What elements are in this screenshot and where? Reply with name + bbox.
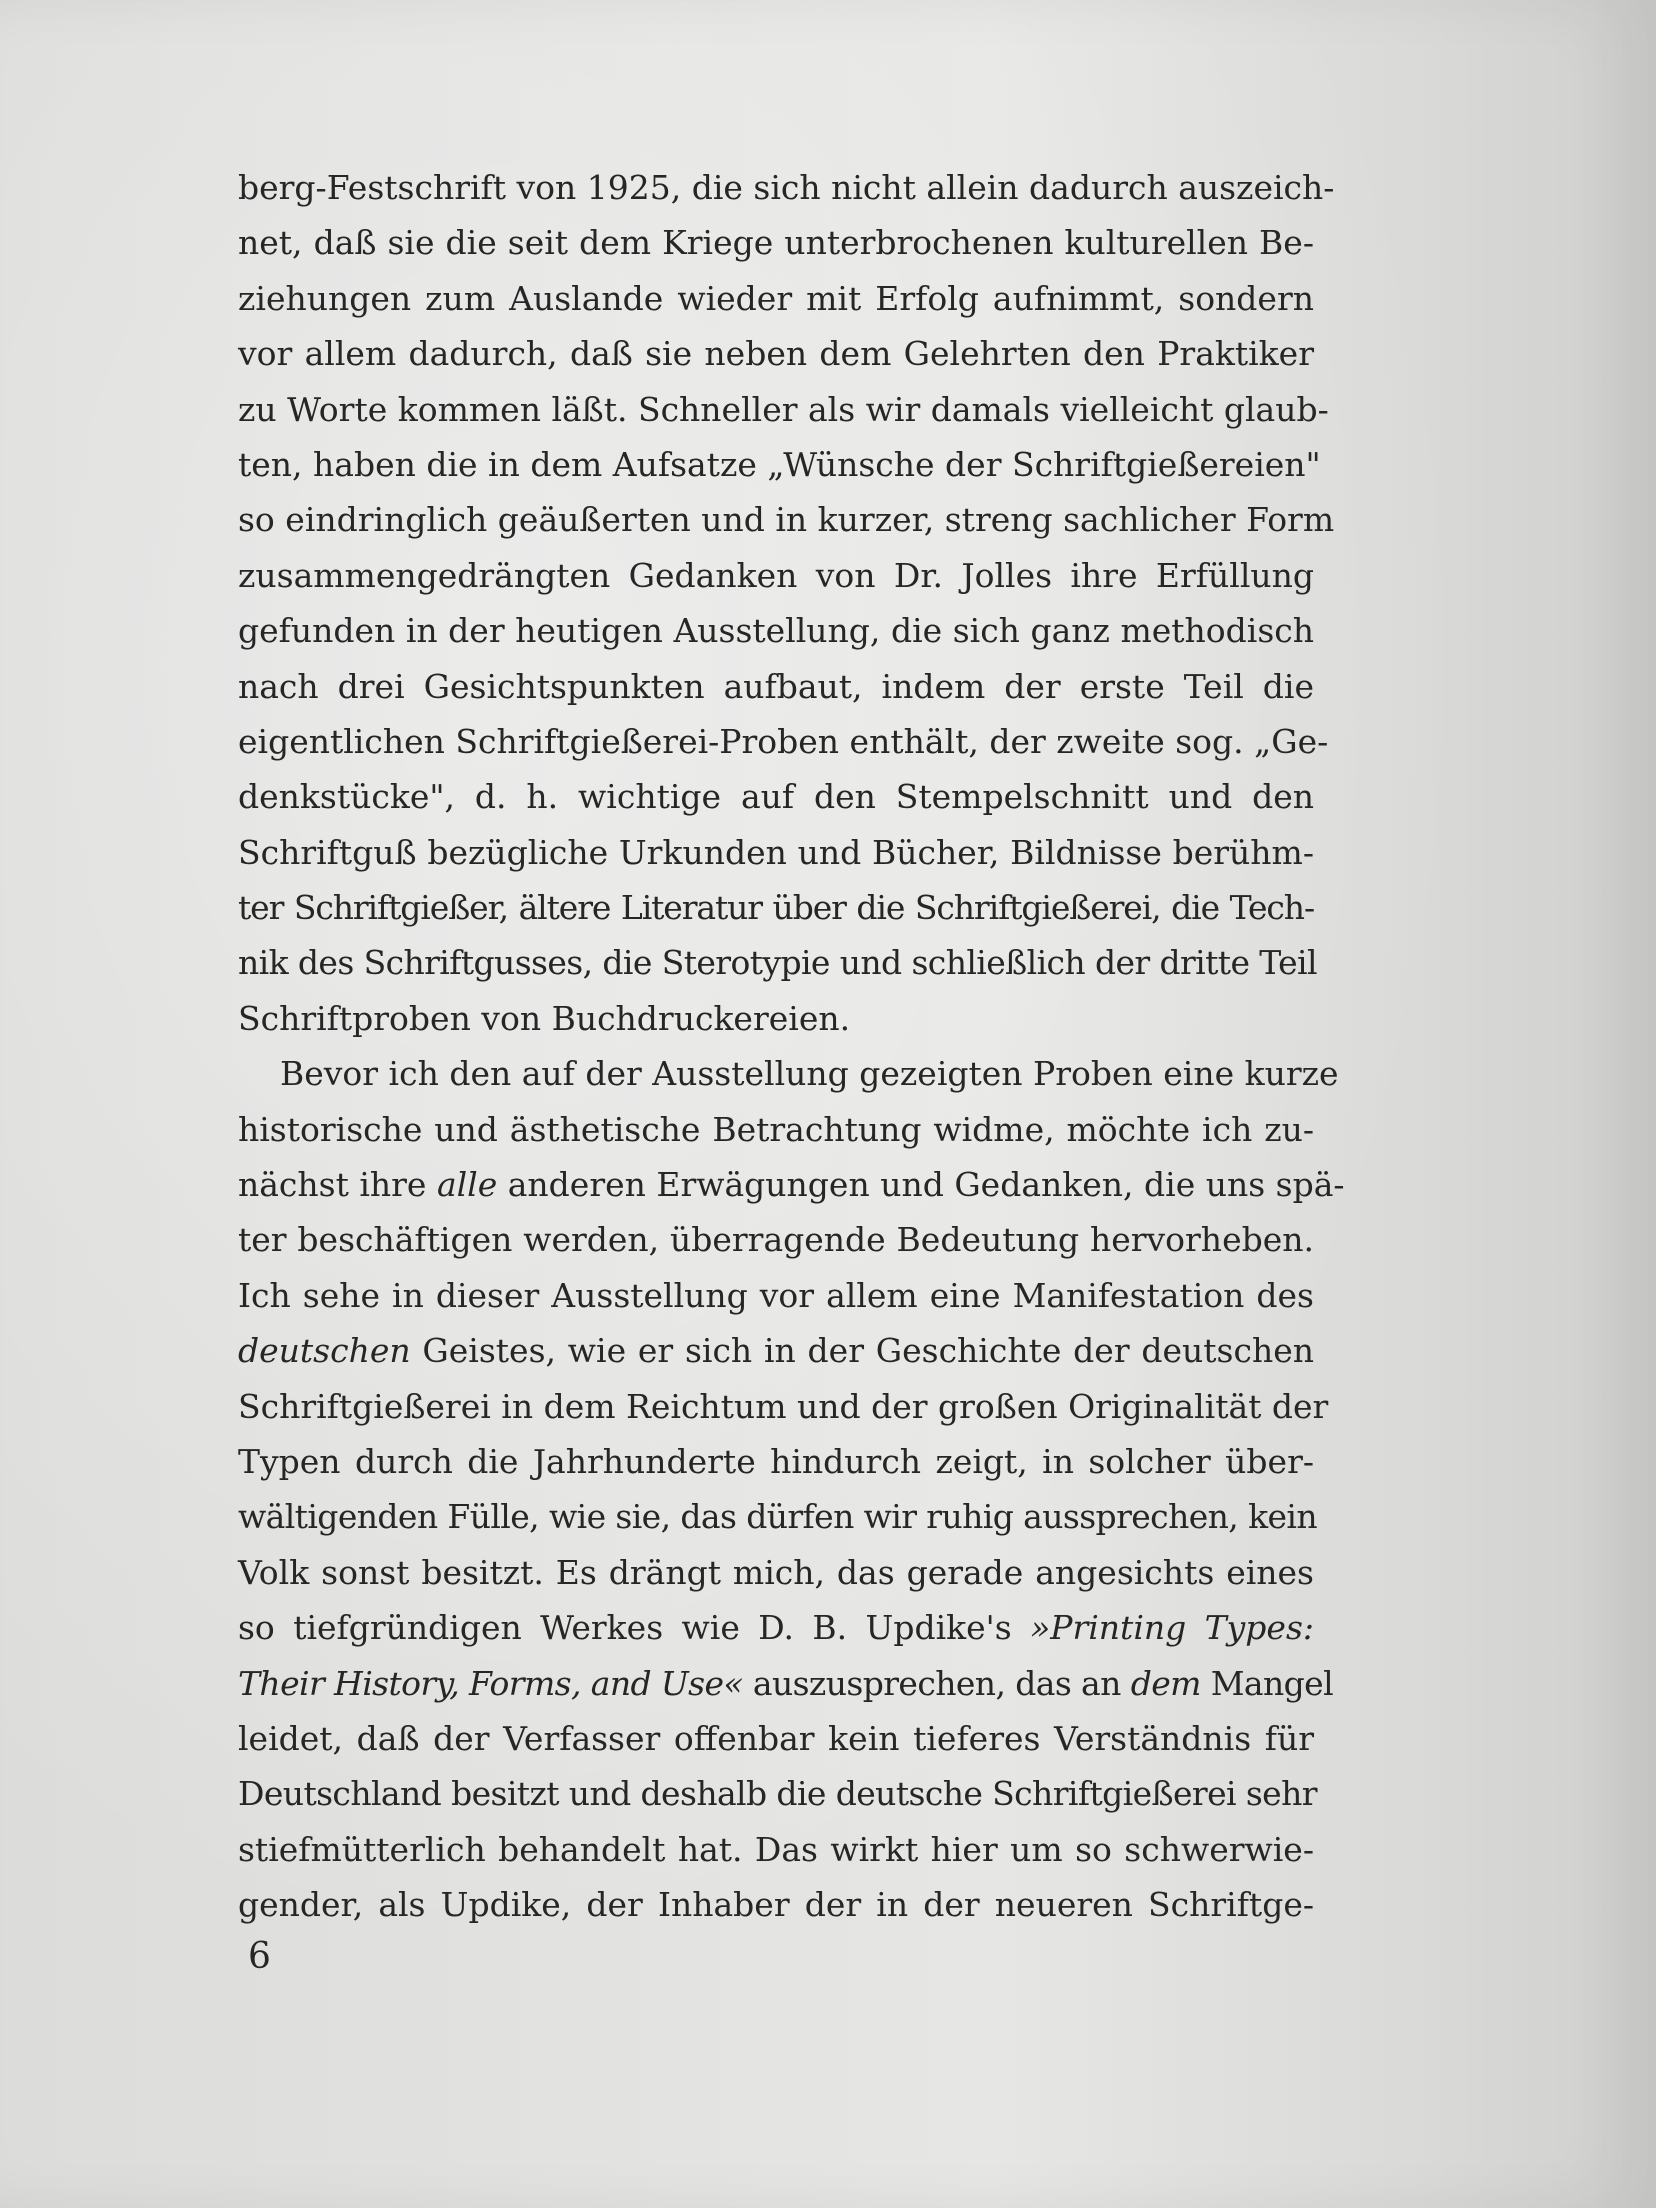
- text-line: wältigenden Fülle, wie sie, das dürfen wir ruhig aussprechen, kein: [238, 1497, 1318, 1537]
- text-line: eigentlichen Schriftgießerei-Proben enthält, der zweite sog. „Ge-: [238, 721, 1329, 761]
- book-title-italic: »Printing Types:: [1030, 1608, 1314, 1648]
- text-line: [238, 1157, 1345, 1212]
- text-line: stiefmütterlich behandelt hat. Das wirkt hier um so schwerwie-: [238, 1829, 1314, 1869]
- page-number: 6: [248, 1936, 271, 1977]
- text-line: ter beschäftigen werden, überragende Bedeutung hervorheben.: [238, 1220, 1314, 1260]
- text-line: nik des Schriftgusses, die Sterotypie und schließlich der dritte Teil: [238, 943, 1317, 983]
- text-line: Typen durch die Jahrhunderte hindurch zeigt, in solcher über-: [238, 1441, 1314, 1481]
- text-line: Schriftguß bezügliche Urkunden und Bücher, Bildnisse berühm-: [238, 832, 1314, 872]
- body-text: [238, 160, 1345, 1933]
- paragraph-2: [238, 1046, 1345, 1932]
- text-line: gender, als Updike, der Inhaber der in der neueren Schriftge-: [238, 1885, 1314, 1925]
- text-run: Geistes, wie er sich in der Geschichte der deutschen: [410, 1331, 1314, 1371]
- text-run: anderen Erwägungen und Gedanken, die uns spä-: [497, 1165, 1345, 1205]
- text-line: historische und ästhetische Betrachtung widme, möchte ich zu-: [238, 1109, 1314, 1149]
- text-run: so tiefgründigen Werkes wie D. B. Updike's: [238, 1608, 1031, 1648]
- text-line: net, daß sie die seit dem Kriege unterbrochenen kulturellen Be-: [238, 223, 1314, 263]
- text-line: ziehungen zum Auslande wieder mit Erfolg aufnimmt, sondern: [238, 278, 1314, 318]
- text-line: Ich sehe in dieser Ausstellung vor allem eine Manifestation des: [238, 1275, 1314, 1315]
- text-line: vor allem dadurch, daß sie neben dem Gelehrten den Praktiker: [238, 334, 1314, 374]
- text-line: denkstücke", d. h. wichtige auf den Stempelschnitt und den: [238, 777, 1314, 817]
- text-line: so eindringlich geäußerten und in kurzer, streng sachlicher Form: [238, 500, 1335, 540]
- text-line: Volk sonst besitzt. Es drängt mich, das gerade angesichts eines: [238, 1552, 1314, 1592]
- text-line: [238, 1323, 1314, 1378]
- text-run: nächst ihre: [238, 1165, 437, 1205]
- text-line: zusammengedrängten Gedanken von Dr. Jolles ihre Erfüllung: [238, 555, 1314, 595]
- italic-emphasis: alle: [436, 1165, 498, 1205]
- text-line: ter Schriftgießer, ältere Literatur über die Schriftgießerei, die Tech-: [238, 888, 1314, 928]
- italic-emphasis: deutschen: [238, 1331, 411, 1371]
- text-line: Deutschland besitzt und deshalb die deutsche Schriftgießerei sehr: [238, 1774, 1317, 1814]
- text-line: leidet, daß der Verfasser offenbar kein tieferes Verständnis für: [238, 1718, 1314, 1758]
- text-line: zu Worte kommen läßt. Schneller als wir damals vielleicht glaub-: [238, 389, 1329, 429]
- text-run: Mangel: [1200, 1663, 1334, 1703]
- text-line: [238, 1600, 1314, 1655]
- text-line: ten, haben die in dem Aufsatze „Wünsche der Schriftgießereien": [238, 444, 1321, 484]
- paragraph-1: [238, 160, 1335, 1046]
- book-title-italic: Their History, Forms, and Use«: [238, 1663, 743, 1703]
- text-line: [238, 1656, 1334, 1711]
- text-run: auszusprechen, das an: [742, 1663, 1131, 1703]
- italic-emphasis: dem: [1130, 1663, 1201, 1703]
- text-line: berg-Festschrift von 1925, die sich nicht allein dadurch auszeich-: [238, 168, 1335, 207]
- text-line: nach drei Gesichtspunkten aufbaut, indem der erste Teil die: [238, 666, 1314, 706]
- text-line: Schriftgießerei in dem Reichtum und der großen Originalität der: [238, 1386, 1329, 1426]
- text-line: Schriftproben von Buchdruckereien.: [238, 998, 851, 1038]
- text-line: gefunden in der heutigen Ausstellung, die sich ganz methodisch: [238, 611, 1314, 651]
- text-line: Bevor ich den auf der Ausstellung gezeigten Proben eine kurze: [280, 1054, 1339, 1094]
